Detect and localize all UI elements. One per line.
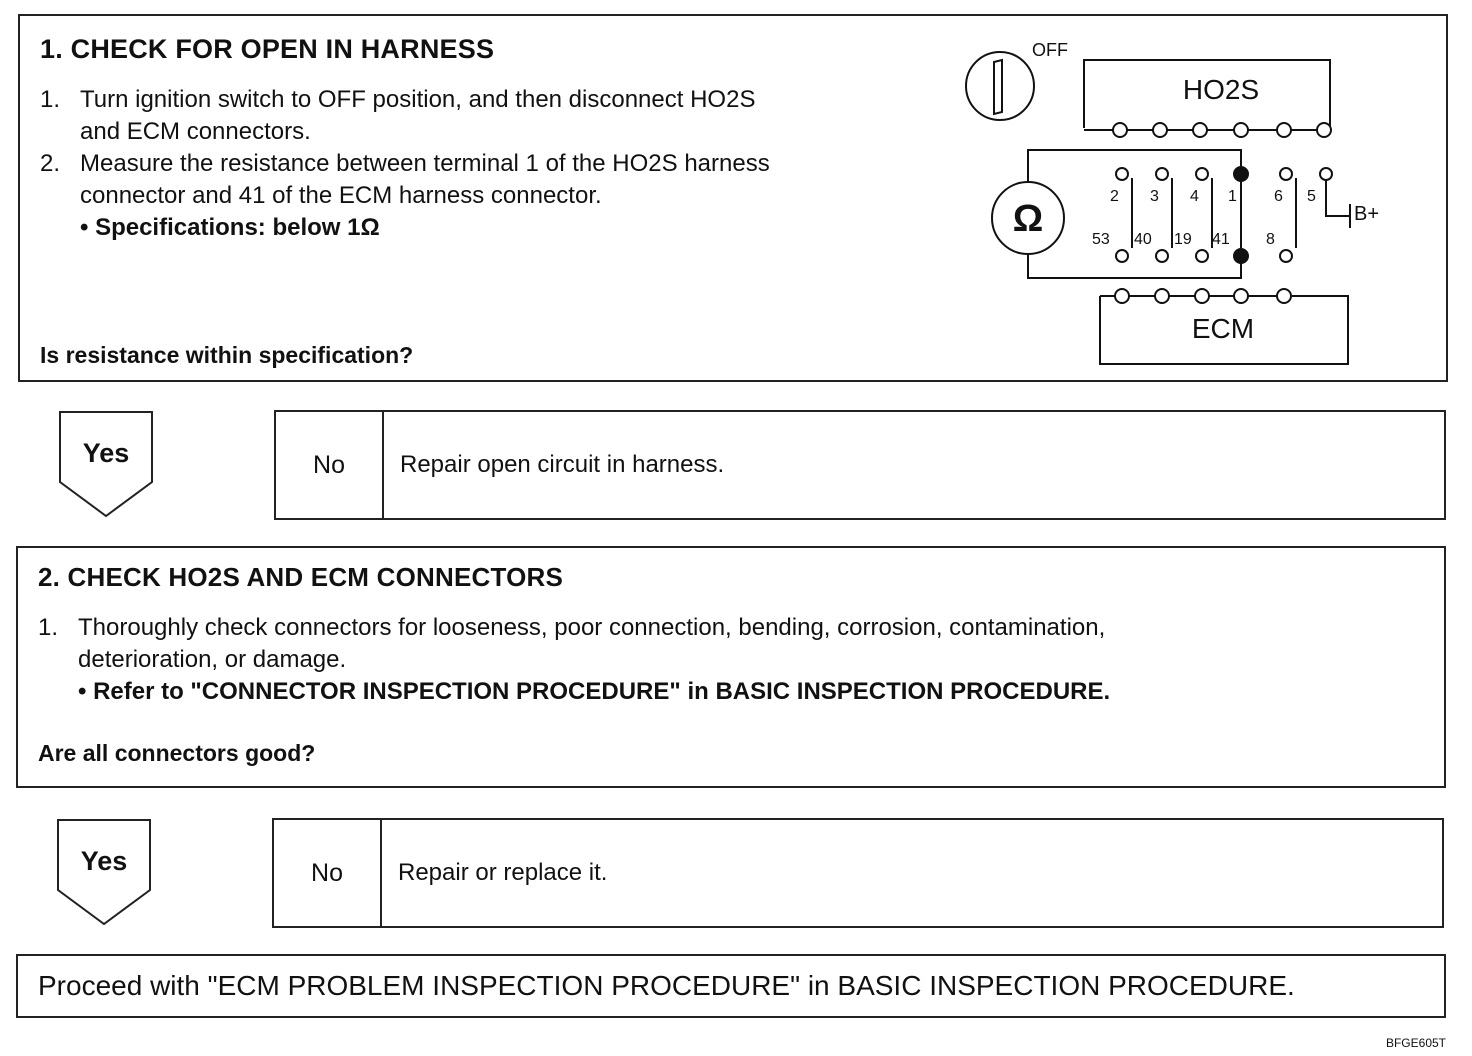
terminal-label: 6 — [1274, 188, 1283, 205]
yes-label: Yes — [82, 438, 130, 468]
terminal-label: 4 — [1190, 188, 1199, 205]
step1-item-2-num: 2. — [40, 150, 61, 177]
terminal-label: 53 — [1092, 231, 1110, 248]
terminal-label: 5 — [1307, 188, 1316, 205]
terminal-contacts — [1116, 167, 1350, 263]
step2-box — [16, 546, 1446, 788]
terminal-label: 41 — [1212, 231, 1230, 248]
terminal-label: 19 — [1174, 231, 1192, 248]
ho2s-label: HO2S — [1182, 74, 1260, 105]
ohm-symbol: Ω — [1012, 198, 1044, 240]
step1-question: Is resistance within specification? — [40, 342, 414, 368]
step1-item-1-line-2: and ECM connectors. — [80, 118, 311, 145]
yes-label: Yes — [80, 846, 128, 876]
step1-item-1-num: 1. — [40, 86, 61, 113]
battery-label: B+ — [1354, 203, 1380, 225]
step1-item-2-text-1: Measure the resistance between terminal 1 of the HO2S harness — [80, 150, 770, 177]
step1-box — [18, 14, 1448, 382]
ho2s-pins — [1084, 123, 1331, 137]
ignition-switch-icon — [966, 52, 1034, 120]
switch-off-label: OFF — [1032, 40, 1068, 60]
ecm-label: ECM — [1191, 313, 1255, 344]
step1-item-2-line-2: connector and 41 of the ECM harness connector. — [80, 182, 602, 209]
step1-title: 1. CHECK FOR OPEN IN HARNESS — [40, 34, 495, 64]
circuit-diagram — [920, 26, 1472, 376]
step1-item-2-line-1 — [40, 148, 770, 180]
step2-item-1-line-2: deterioration, or damage. — [78, 646, 347, 673]
terminal-label: 1 — [1228, 188, 1237, 205]
ecm-pins — [1100, 289, 1291, 303]
no-action-text: Repair open circuit in harness. — [400, 451, 725, 478]
step2-question: Are all connectors good? — [38, 740, 316, 766]
terminal-label: 2 — [1110, 188, 1119, 205]
step1-item-1-text-1: Turn ignition switch to OFF position, and then disconnect HO2S — [80, 86, 756, 113]
terminal-label: 40 — [1134, 231, 1152, 248]
no-label: No — [274, 820, 382, 926]
no-label: No — [276, 412, 384, 518]
step2-item-1-num: 1. — [38, 614, 59, 641]
terminal-label: 3 — [1150, 188, 1159, 205]
figure-code: BFGE605T — [1385, 1036, 1446, 1050]
step2-refer: • Refer to "CONNECTOR INSPECTION PROCEDURE" in BASIC INSPECTION PROCEDURE. — [78, 678, 1111, 705]
no-branch-1 — [274, 410, 1446, 520]
step1-spec: • Specifications: below 1Ω — [80, 214, 380, 241]
terminal-label: 8 — [1266, 231, 1275, 248]
final-step-text: Proceed with "ECM PROBLEM INSPECTION PROCEDURE" in BASIC INSPECTION PROCEDURE. — [38, 970, 1295, 1001]
no-branch-2 — [272, 818, 1444, 928]
no-action-text: Repair or replace it. — [398, 859, 608, 886]
step2-item-1-text-1: Thoroughly check connectors for looseness, poor connection, bending, corrosion, contamination, — [78, 614, 1106, 641]
step2-item-1-line-1 — [38, 612, 1105, 644]
step2-title: 2. CHECK HO2S AND ECM CONNECTORS — [38, 562, 564, 592]
step1-item-1-line-1 — [40, 84, 755, 116]
final-step-box — [16, 954, 1446, 1018]
